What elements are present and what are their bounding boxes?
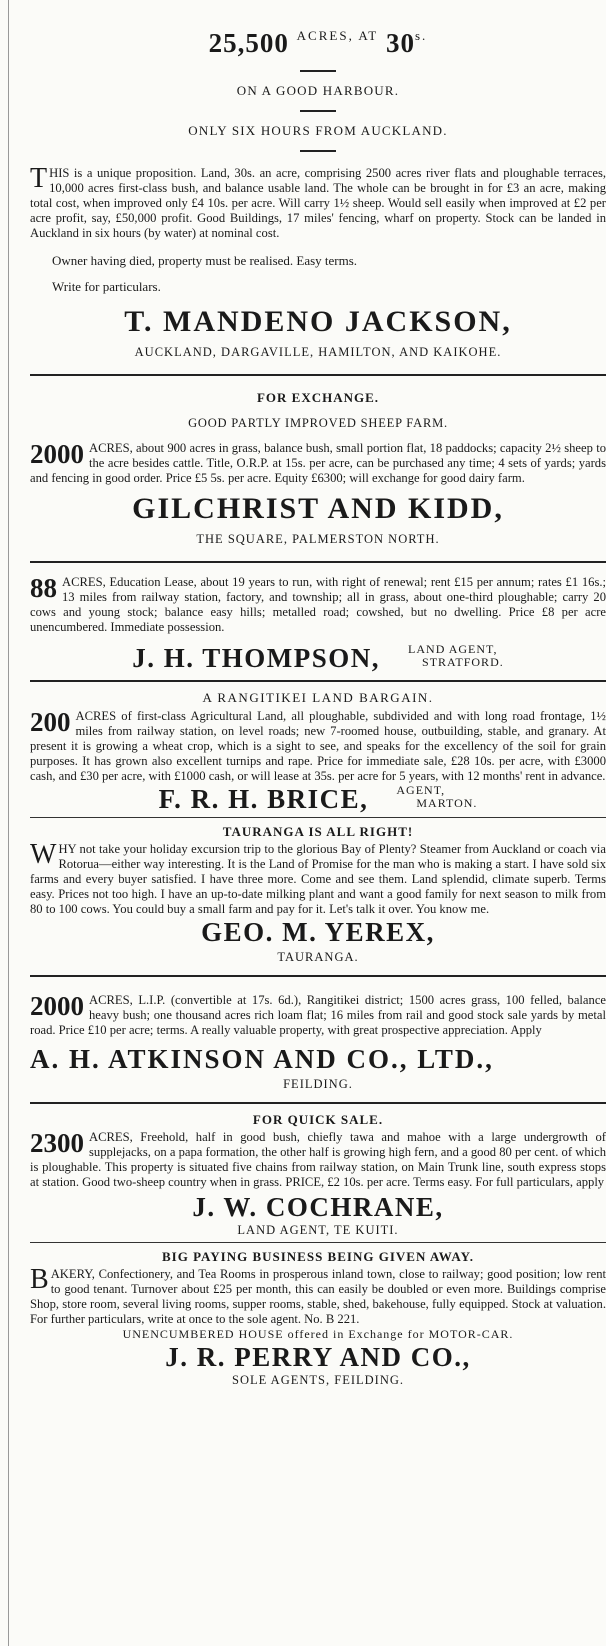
ad6-acreage: 2000: [30, 991, 84, 1021]
drop-cap: B: [30, 1264, 49, 1295]
ad1-note-write: Write for particulars.: [52, 279, 161, 294]
ad5-firm-name: GEO. M. YEREX,: [201, 917, 435, 947]
ad5-body-text: HY not take your holiday excursion trip to the glorious Bay of Plenty? Steamer from Auckland or coach via Rotorua—either way interesting. It is the Land of Promise for the man who is making a start. I have sold six farms and every buyer satisfied. I have three more. Come and see them. Land splendid, climate superb. Terms easy. Prices not too high. I have an up-to-date milking plant and want a good family for next season to milk from 80 to 100 cows. You could buy a small farm and pay for it. Let's talk it over. You know me.: [30, 842, 606, 916]
ad8-body-text: AKERY, Confectionery, and Tea Rooms in prosperous inland town, close to railway; good position; low rent to good tenant. Turnover about £25 per month, this can easily be doubled or even more. Buildings comprise Shop, store room, several living rooms, supper rooms, stable, shed, bakehouse, fully equipped. Stock at valuation. For further particulars, write at once to the sole agent. No. B 221.: [30, 1267, 606, 1326]
ad8-address: SOLE AGENTS, FEILDING.: [232, 1373, 404, 1387]
ad3-firm-name: J. H. THOMPSON,: [132, 643, 381, 673]
ad2-body: [30, 441, 606, 486]
ad-separator: [30, 680, 606, 682]
ad2-body-text: ACRES, about 900 acres in grass, balance bush, small portion flat, 18 paddocks; capacity 2½ sheep to the acre besides cattle. Title, O.R.P. at 15s. per acre, can be purchased any time; 4 sets of yards; yards and fencing in good order. Price £5 5s. per acre. Equity £6300; will exchange for good dairy farm.: [30, 441, 606, 485]
ad-gilchrist-kidd: [30, 390, 606, 547]
ad4-agent-block: [396, 784, 477, 810]
ad-cochrane: [30, 1112, 606, 1238]
ad1-headline: [30, 28, 606, 59]
ad-yerex: [30, 824, 606, 965]
ad5-heading: TAURANGA IS ALL RIGHT!: [222, 824, 414, 839]
headline-acres-at: ACRES, AT: [296, 28, 379, 43]
ad7-firm-name: J. W. COCHRANE,: [192, 1192, 444, 1222]
ad-separator: [30, 561, 606, 563]
ad-separator: [30, 1242, 606, 1243]
ad1-subheading-hours: ONLY SIX HOURS FROM AUCKLAND.: [188, 123, 448, 138]
divider: [300, 70, 336, 72]
ad1-note-owner: Owner having died, property must be realised. Easy terms.: [52, 253, 358, 268]
ad7-body-text: ACRES, Freehold, half in good bush, chiefly tawa and mahoe with a large undergrowth of supplejacks, on a papa formation, the other half is growing high fern, and a good 80 per cent. of which is ploughable. This property is situated five chains from railway station, on Main Trunk line, south express stops at station. Good two-sheep country when in grass. PRICE, £2 10s. per acre. Terms easy. For full particulars, apply: [30, 1130, 606, 1189]
ad4-heading: A RANGITIKEI LAND BARGAIN.: [202, 690, 434, 705]
headline-acreage: 25,500: [208, 28, 289, 58]
ad2-acreage: 2000: [30, 439, 84, 469]
drop-cap: T: [30, 163, 48, 194]
headline-price-unit: s.: [415, 28, 428, 43]
ad-brice: [30, 690, 606, 815]
ad1-firm-name: T. MANDENO JACKSON,: [124, 305, 512, 338]
ad2-subheading: GOOD PARTLY IMPROVED SHEEP FARM.: [188, 416, 448, 430]
ad3-body: [30, 575, 606, 635]
ad1-body-text: HIS is a unique proposition. Land, 30s. an acre, comprising 2500 acres river flats and ploughable terraces, 10,000 acres first-class bush, and balance usable land. The whole can be brought in for £3 an acre, making total cost, when improved only £4 10s. per acre. Will carry 1½ sheep. Would sell easily when improved at £2 per acre profit, say, £50,000 profit. Good Buildings, 17 miles' fencing, wharf on property. Stock can be landed in Auckland in six hours (by water) at nominal cost.: [30, 166, 606, 240]
ad-mandeno-jackson: [30, 28, 606, 360]
ad1-address: AUCKLAND, DARGAVILLE, HAMILTON, AND KAIKOHE.: [134, 345, 502, 359]
ad6-body-text: ACRES, L.I.P. (convertible at 17s. 6d.), Rangitikei district; 1500 acres grass, 100 felled, balance heavy bush; one thousand acres rich loam flat; 16 miles from rail and good stock sale yards by metal road. Price £10 per acre; terms. A really valuable property, with great prospective appreciation. Apply: [30, 993, 606, 1037]
ad4-signature: [30, 784, 606, 815]
divider: [300, 150, 336, 152]
ad1-body: [30, 163, 606, 241]
ad5-address: TAURANGA.: [277, 950, 359, 964]
ad3-signature: [30, 643, 606, 674]
ad6-address: FEILDING.: [283, 1077, 353, 1091]
ad-perry: [30, 1249, 606, 1388]
ad7-address: LAND AGENT, TE KUITI.: [237, 1223, 399, 1237]
ad7-acreage: 2300: [30, 1128, 84, 1158]
ad-atkinson: [30, 993, 606, 1092]
ad2-address: THE SQUARE, PALMERSTON NORTH.: [196, 532, 440, 546]
ad4-firm-name: F. R. H. BRICE,: [158, 784, 369, 814]
column-margin-rule: [8, 0, 9, 1646]
ad4-body: [30, 709, 606, 784]
ad8-body: [30, 1264, 606, 1327]
ad-thompson: [30, 575, 606, 674]
ad8-firm-name: J. R. PERRY AND CO.,: [165, 1342, 471, 1372]
ad3-agent-block: [408, 643, 504, 669]
drop-cap: W: [30, 839, 57, 870]
ad4-acreage: 200: [30, 707, 71, 737]
ad5-body: [30, 839, 606, 917]
ad3-acreage: 88: [30, 573, 57, 603]
ad1-subheading-harbour: ON A GOOD HARBOUR.: [236, 83, 400, 98]
ad3-body-text: ACRES, Education Lease, about 19 years to run, with right of renewal; rent £15 per annum; rates £1 16s.; 13 miles from railway station, factory, and township; all in grass, about one-third ploughable; carry 20 cows and young stock; balance easy hills; metalled road; cowshed, but no dwelling. Price £8 per acre unencumbered. Immediate possession.: [30, 575, 606, 634]
ad2-firm-name: GILCHRIST AND KIDD,: [132, 492, 504, 525]
ad6-firm-name: A. H. ATKINSON AND CO., LTD.,: [30, 1044, 494, 1074]
ad-separator: [30, 817, 606, 818]
ad-separator: [30, 1102, 606, 1104]
ad7-heading: FOR QUICK SALE.: [252, 1112, 384, 1127]
ad6-body: [30, 993, 606, 1038]
ad3-agent-town: STRATFORD.: [422, 655, 504, 669]
ad8-heading: BIG PAYING BUSINESS BEING GIVEN AWAY.: [161, 1249, 475, 1264]
ad4-body-text: ACRES of first-class Agricultural Land, all ploughable, subdivided and with long road frontage, 1½ miles from railway station, on level roads; new 7-roomed house, outbuilding, stable, and granary. At present it is growing a wheat crop, which is a sight to see, and speaks for the excellency of the soil for grain purposes. It has grown also excellent turnips and rape. Price for immediate sale, £28 10s. per acre, with £3000 cash, and £30 per acre, with £1000 cash, or will lease at 35s. per acre for 5 years, with 12 months' rent in advance.: [30, 709, 606, 783]
ad4-agent-title: AGENT,: [396, 783, 446, 797]
ad-separator: [30, 975, 606, 977]
headline-price: 30: [386, 28, 415, 58]
ad-separator: [30, 374, 606, 376]
ad7-body: [30, 1130, 606, 1190]
divider: [300, 110, 336, 112]
ad3-agent-title: LAND AGENT,: [408, 642, 498, 656]
ad8-exchange-line: UNENCUMBERED HOUSE offered in Exchange for MOTOR-CAR.: [122, 1327, 514, 1341]
ad2-heading: FOR EXCHANGE.: [256, 390, 380, 405]
ad-column: [30, 0, 606, 1388]
ad4-agent-town: MARTON.: [416, 796, 478, 810]
